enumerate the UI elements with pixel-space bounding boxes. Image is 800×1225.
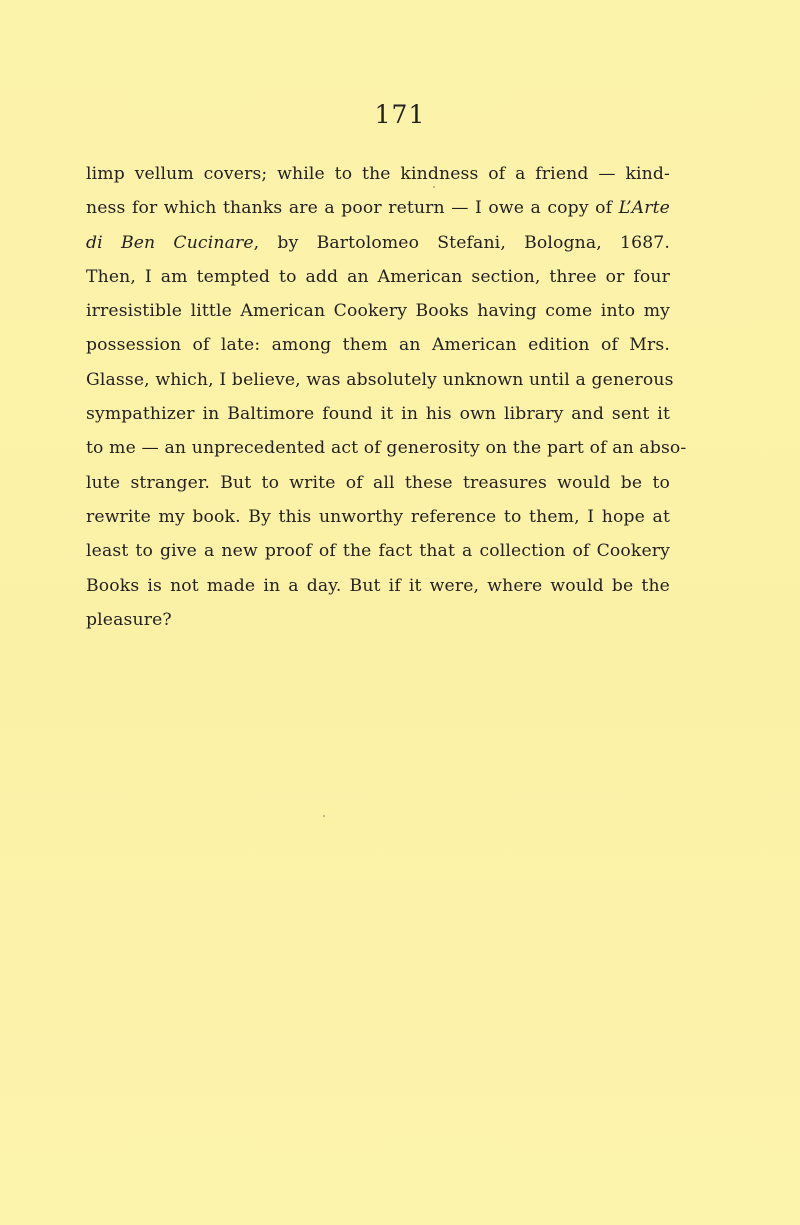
print-speck — [433, 186, 435, 188]
text-line: pleasure? — [86, 609, 172, 630]
text-line: Glasse, which, I believe, was absolutely unknown until a generous — [86, 369, 674, 390]
text-line: Then, I am tempted to add an American section, three or four — [86, 266, 670, 287]
text-line: ness for which thanks are a poor return — I owe a copy of L’Arte — [86, 198, 670, 219]
text-line: sympathizer in Baltimore found it in his own library and sent it — [86, 404, 670, 425]
text-line: di Ben Cucinare, by Bartolomeo Stefani, Bologna, 1687. — [86, 232, 670, 253]
text-line: lute stranger. But to write of all these treasures would be to — [86, 472, 670, 493]
text-line: Books is not made in a day. But if it were, where would be the — [86, 575, 670, 596]
italic-title: di Ben Cucinare — [86, 232, 254, 253]
text-line: irresistible little American Cookery Books having come into my — [86, 301, 670, 322]
text-line: limp vellum covers; while to the kindness of a friend — kind- — [86, 164, 670, 184]
text-line: possession of late: among them an American edition of Mrs. — [86, 335, 670, 356]
body-text — [86, 157, 687, 637]
italic-title: L’Arte — [618, 198, 670, 219]
text-line: least to give a new proof of the fact that a collection of Cookery — [86, 541, 670, 562]
print-speck — [323, 815, 325, 817]
page-number: 171 — [374, 100, 426, 129]
text-line: rewrite my book. By this unworthy reference to them, I hope at — [86, 506, 670, 527]
text-line: to me — an unprecedented act of generosity on the part of an abso- — [86, 438, 687, 459]
